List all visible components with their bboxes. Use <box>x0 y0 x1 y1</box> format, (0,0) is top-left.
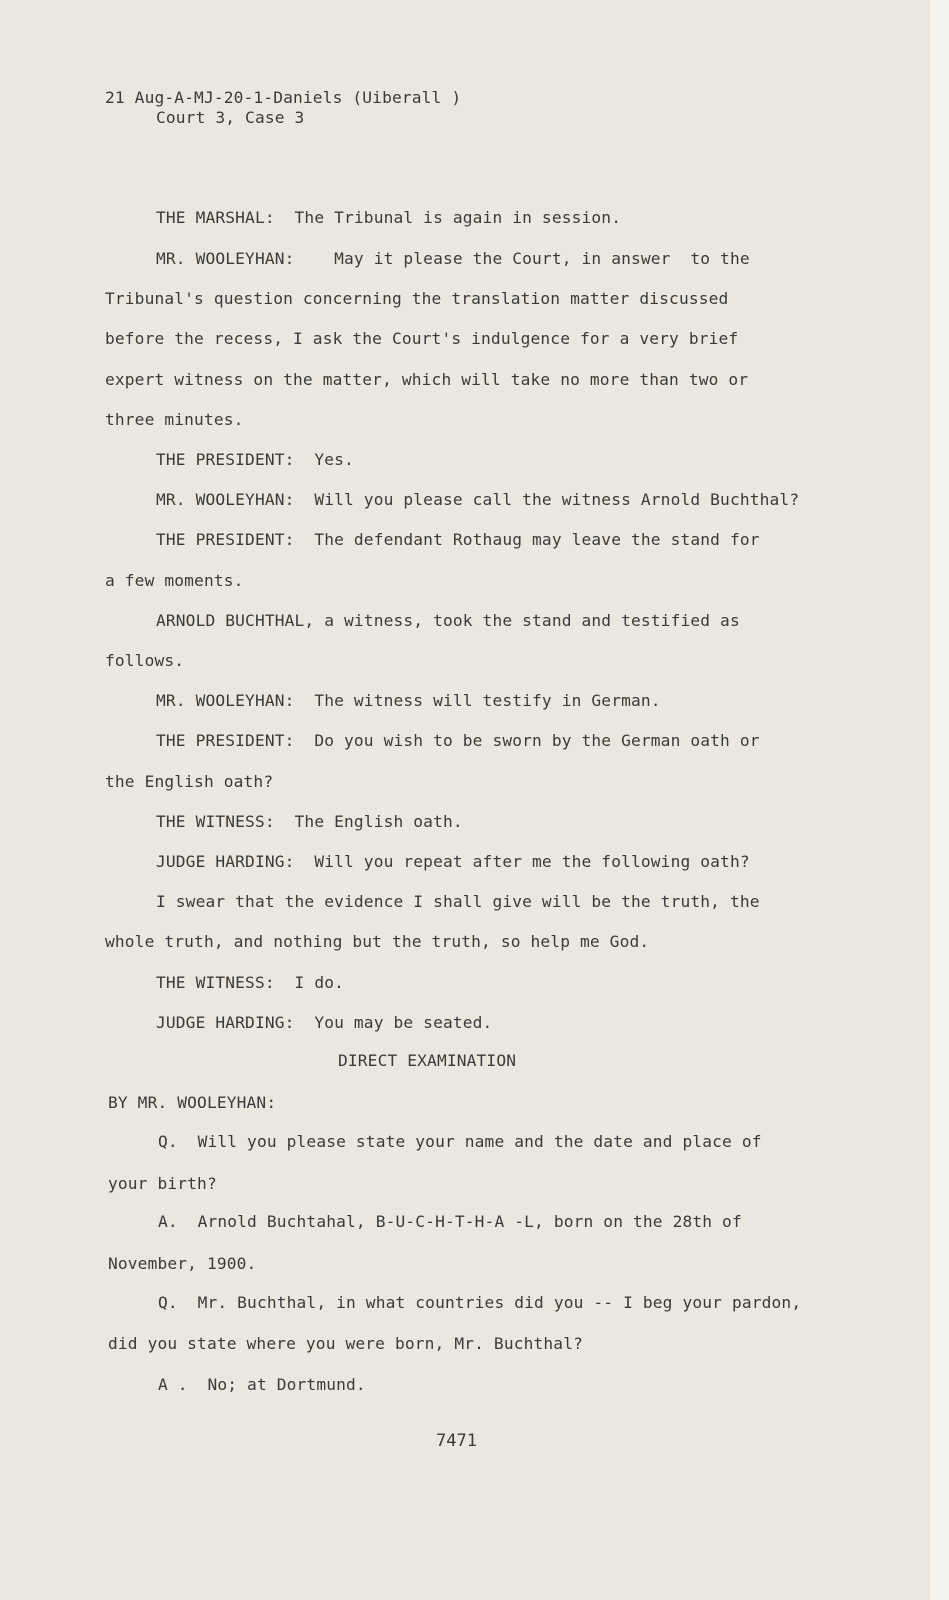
transcript-line: follows. <box>105 651 185 670</box>
transcript-line: JUDGE HARDING: You may be seated. <box>156 1013 493 1032</box>
transcript-line: November, 1900. <box>108 1254 257 1273</box>
transcript-line: THE WITNESS: The English oath. <box>156 812 463 831</box>
transcript-line: MR. WOOLEYHAN: The witness will testify in German. <box>156 691 661 710</box>
transcript-line: a few moments. <box>105 571 244 590</box>
page-edge <box>930 0 949 1600</box>
transcript-line: BY MR. WOOLEYHAN: <box>108 1093 277 1112</box>
transcript-line: ARNOLD BUCHTHAL, a witness, took the stand and testified as <box>156 611 740 630</box>
section-heading: DIRECT EXAMINATION <box>338 1051 517 1070</box>
transcript-line: MR. WOOLEYHAN: Will you please call the witness Arnold Buchthal? <box>156 490 800 509</box>
transcript-line: I swear that the evidence I shall give will be the truth, the <box>156 892 760 911</box>
transcript-line: Tribunal's question concerning the translation matter discussed <box>105 289 729 308</box>
transcript-line: the English oath? <box>105 772 274 791</box>
transcript-line: THE PRESIDENT: The defendant Rothaug may leave the stand for <box>156 530 760 549</box>
transcript-line: MR. WOOLEYHAN: May it please the Court, in answer to the <box>156 249 750 268</box>
transcript-line: A . No; at Dortmund. <box>158 1375 366 1394</box>
transcript-line: Q. Will you please state your name and the date and place of <box>158 1132 762 1151</box>
header-line-2: Court 3, Case 3 <box>156 108 305 127</box>
transcript-line: expert witness on the matter, which will take no more than two or <box>105 370 749 389</box>
transcript-line: your birth? <box>108 1174 217 1193</box>
transcript-line: THE PRESIDENT: Yes. <box>156 450 354 469</box>
transcript-line: Q. Mr. Buchthal, in what countries did you -- I beg your pardon, <box>158 1293 802 1312</box>
transcript-line: A. Arnold Buchtahal, B-U-C-H-T-H-A -L, born on the 28th of <box>158 1212 742 1231</box>
transcript-line: THE WITNESS: I do. <box>156 973 345 992</box>
transcript-line: did you state where you were born, Mr. Buchthal? <box>108 1334 583 1353</box>
page-number: 7471 <box>436 1431 477 1451</box>
transcript-line: three minutes. <box>105 410 244 429</box>
header-line-1: 21 Aug-A-MJ-20-1-Daniels (Uiberall ) <box>105 88 462 107</box>
transcript-line: JUDGE HARDING: Will you repeat after me the following oath? <box>156 852 750 871</box>
transcript-line: whole truth, and nothing but the truth, so help me God. <box>105 932 650 951</box>
transcript-line: before the recess, I ask the Court's indulgence for a very brief <box>105 329 739 348</box>
transcript-line: THE PRESIDENT: Do you wish to be sworn by the German oath or <box>156 731 760 750</box>
transcript-line: THE MARSHAL: The Tribunal is again in session. <box>156 208 622 227</box>
